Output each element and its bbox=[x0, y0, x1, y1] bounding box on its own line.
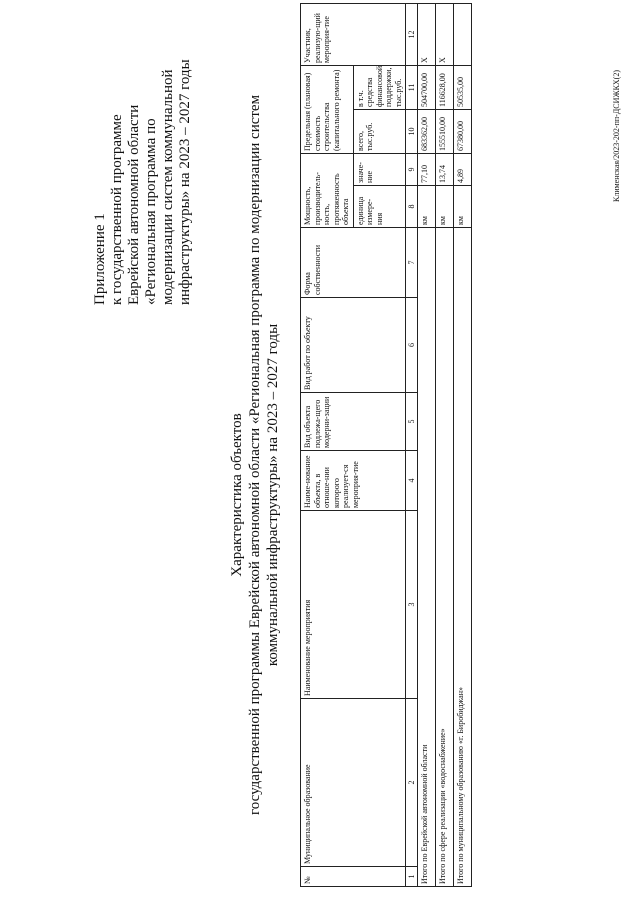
column-number: 10 bbox=[406, 109, 418, 153]
title-line: государственной программы Еврейской автономной области «Региональная программа по модернизации систем bbox=[247, 94, 263, 815]
header-work-type: Вид работ по объекту bbox=[301, 298, 406, 393]
row-total: 683362,00 bbox=[418, 109, 436, 153]
appendix-line: к государственной программе bbox=[109, 114, 125, 305]
document-title bbox=[228, 94, 282, 815]
column-number: 11 bbox=[406, 65, 418, 109]
title-line: коммунальной инфраструктуры» на 2023 – 2027 годы bbox=[265, 323, 281, 667]
column-number-row bbox=[406, 3, 418, 886]
row-participant: X bbox=[418, 3, 436, 65]
header-object-type: Вид объекта подлежа-щего модерни-зации bbox=[301, 393, 406, 451]
table-row bbox=[454, 3, 472, 886]
row-participant bbox=[454, 3, 472, 65]
column-number: 9 bbox=[406, 153, 418, 185]
row-label: Итого по муниципальному образованию «г. Биробиджан» bbox=[454, 228, 472, 887]
appendix-block bbox=[92, 35, 194, 305]
header-total: всего, тыс.руб. bbox=[353, 109, 406, 153]
column-number: 3 bbox=[406, 511, 418, 699]
appendix-line: инфраструктуры» на 2023 – 2027 годы bbox=[177, 59, 193, 305]
footer-code: Клименская/2023-202-пп-ДСИЖКХ(2) bbox=[612, 69, 621, 202]
column-number: 5 bbox=[406, 393, 418, 451]
header-ownership: Форма собственности bbox=[301, 228, 406, 298]
header-object-name: Наиме-нование объекта, в отноше-нии которого реализует-ся мероприя-тие bbox=[301, 451, 406, 511]
row-participant: X bbox=[436, 3, 454, 65]
appendix-line: «Региональная программа по bbox=[143, 118, 159, 305]
row-support: 504700,00 bbox=[418, 65, 436, 109]
header-event: Наименование мероприятия bbox=[301, 511, 406, 699]
row-support: 116628,00 bbox=[436, 65, 454, 109]
row-value: 4,89 bbox=[454, 153, 472, 185]
column-number: 12 bbox=[406, 3, 418, 65]
header-value: значе-ние bbox=[353, 153, 406, 185]
row-total: 67380,00 bbox=[454, 109, 472, 153]
row-support: 50535,00 bbox=[454, 65, 472, 109]
header-support: в т.ч. средства финансовой поддержки, тыс.руб. bbox=[353, 65, 406, 109]
header-unit: единица измере-ния bbox=[353, 186, 406, 228]
header-municipality: Муниципальное образование bbox=[301, 699, 406, 867]
header-cost: Предельная (плановая) стоимость строительства (капитального ремонта) bbox=[301, 65, 354, 153]
header-participant: Участник, реализую-щий мероприя-тие bbox=[301, 3, 406, 65]
table-row bbox=[436, 3, 454, 886]
row-unit: км bbox=[454, 186, 472, 228]
column-number: 1 bbox=[406, 867, 418, 887]
title-line: Характеристика объектов bbox=[229, 413, 245, 577]
column-number: 6 bbox=[406, 298, 418, 393]
header-capacity: Мощность, производитель-ность, протяженность объекта bbox=[301, 153, 354, 227]
objects-table bbox=[300, 3, 472, 887]
appendix-line: Приложение 1 bbox=[92, 213, 108, 305]
row-total: 155510,00 bbox=[436, 109, 454, 153]
column-number: 8 bbox=[406, 186, 418, 228]
column-number: 7 bbox=[406, 228, 418, 298]
column-number: 2 bbox=[406, 699, 418, 867]
row-unit: км bbox=[418, 186, 436, 228]
header-row-1 bbox=[301, 3, 354, 886]
appendix-line: Еврейской автономной области bbox=[126, 104, 142, 305]
appendix-line: модернизации систем коммунальной bbox=[160, 69, 176, 305]
row-label: Итого по сфере реализации «водоснабжение» bbox=[436, 228, 454, 887]
row-label: Итого по Еврейской автономной области bbox=[418, 228, 436, 887]
header-no: № bbox=[301, 867, 406, 887]
column-number: 4 bbox=[406, 451, 418, 511]
row-unit: км bbox=[436, 186, 454, 228]
row-value: 77,10 bbox=[418, 153, 436, 185]
table-row bbox=[418, 3, 436, 886]
row-value: 13,74 bbox=[436, 153, 454, 185]
